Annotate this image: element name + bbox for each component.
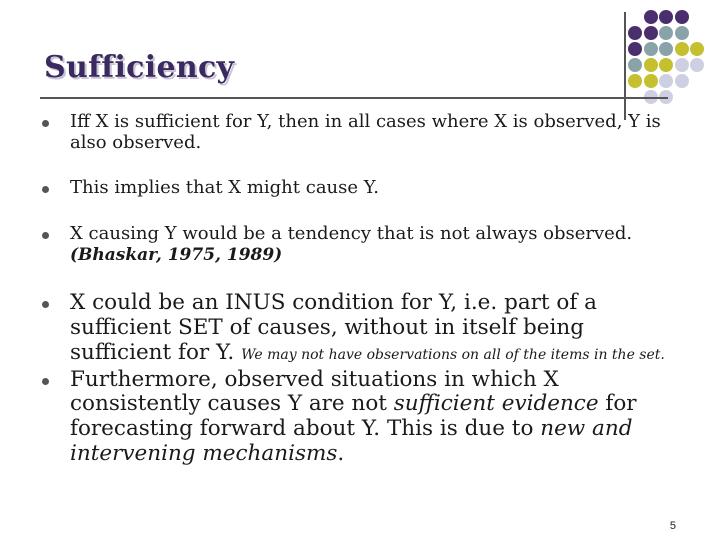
- emphasis-text: new and intervening mechanisms: [70, 416, 633, 466]
- bullet-text: Furthermore, observed situations in which X consistently causes Y are not: [70, 366, 559, 417]
- decoration-dot: [628, 42, 642, 56]
- bullet-text: X causing Y would be a tendency that is not always observed.: [70, 223, 633, 245]
- decoration-dot: [644, 58, 658, 72]
- title-underline: [40, 97, 668, 99]
- decoration-dot: [690, 42, 704, 56]
- bullet-list: [40, 112, 680, 466]
- bullet-text: Iff X is sufficient for Y, then in all cases where X is observed, Y is also observed.: [70, 111, 661, 153]
- decoration-dot: [659, 74, 673, 88]
- decoration-dot: [690, 58, 704, 72]
- bullet-dot-icon: [42, 378, 49, 385]
- bullet-text: This implies that X might cause Y.: [70, 177, 380, 199]
- bullet-dot-icon: [42, 120, 49, 127]
- bullet-text: X could be an INUS condition for Y, i.e. part of a sufficient SET of causes, without in itself being sufficient for Y.: [70, 290, 597, 365]
- bullet-dot-icon: [42, 301, 49, 308]
- page-number: 5: [669, 520, 676, 532]
- bullet-item: [40, 112, 680, 153]
- decoration-dot: [628, 74, 642, 88]
- decoration-dot: [644, 74, 658, 88]
- decoration-dot: [675, 26, 689, 40]
- bullet-dot-icon: [42, 186, 49, 193]
- bullet-note: We may not have observations on all of the items in the set.: [241, 346, 665, 363]
- decoration-dot: [675, 42, 689, 56]
- decoration-dot: [644, 10, 658, 24]
- decoration-dot: [644, 26, 658, 40]
- decoration-dot: [628, 26, 642, 40]
- bullet-text: for forecasting forward about Y. This is due to: [70, 391, 637, 442]
- decoration-dot: [659, 26, 673, 40]
- bullet-item: [40, 291, 680, 365]
- citation: (Bhaskar, 1975, 1989): [70, 244, 283, 265]
- bullet-item: [40, 224, 680, 265]
- decoration-dot: [628, 58, 642, 72]
- decoration-dot: [675, 58, 689, 72]
- bullet-text: .: [337, 440, 345, 466]
- bullet-item: [40, 368, 680, 467]
- decoration-dot: [644, 42, 658, 56]
- vertical-divider: [624, 12, 626, 120]
- emphasis-text: sufficient evidence: [393, 391, 599, 417]
- decoration-dot: [675, 74, 689, 88]
- bullet-dot-icon: [42, 232, 49, 239]
- bullet-item: [40, 178, 680, 199]
- decoration-dot: [659, 58, 673, 72]
- decoration-dot: [659, 10, 673, 24]
- slide-title: Sufficiency: [44, 50, 235, 85]
- decoration-dot: [675, 10, 689, 24]
- decoration-dot: [659, 42, 673, 56]
